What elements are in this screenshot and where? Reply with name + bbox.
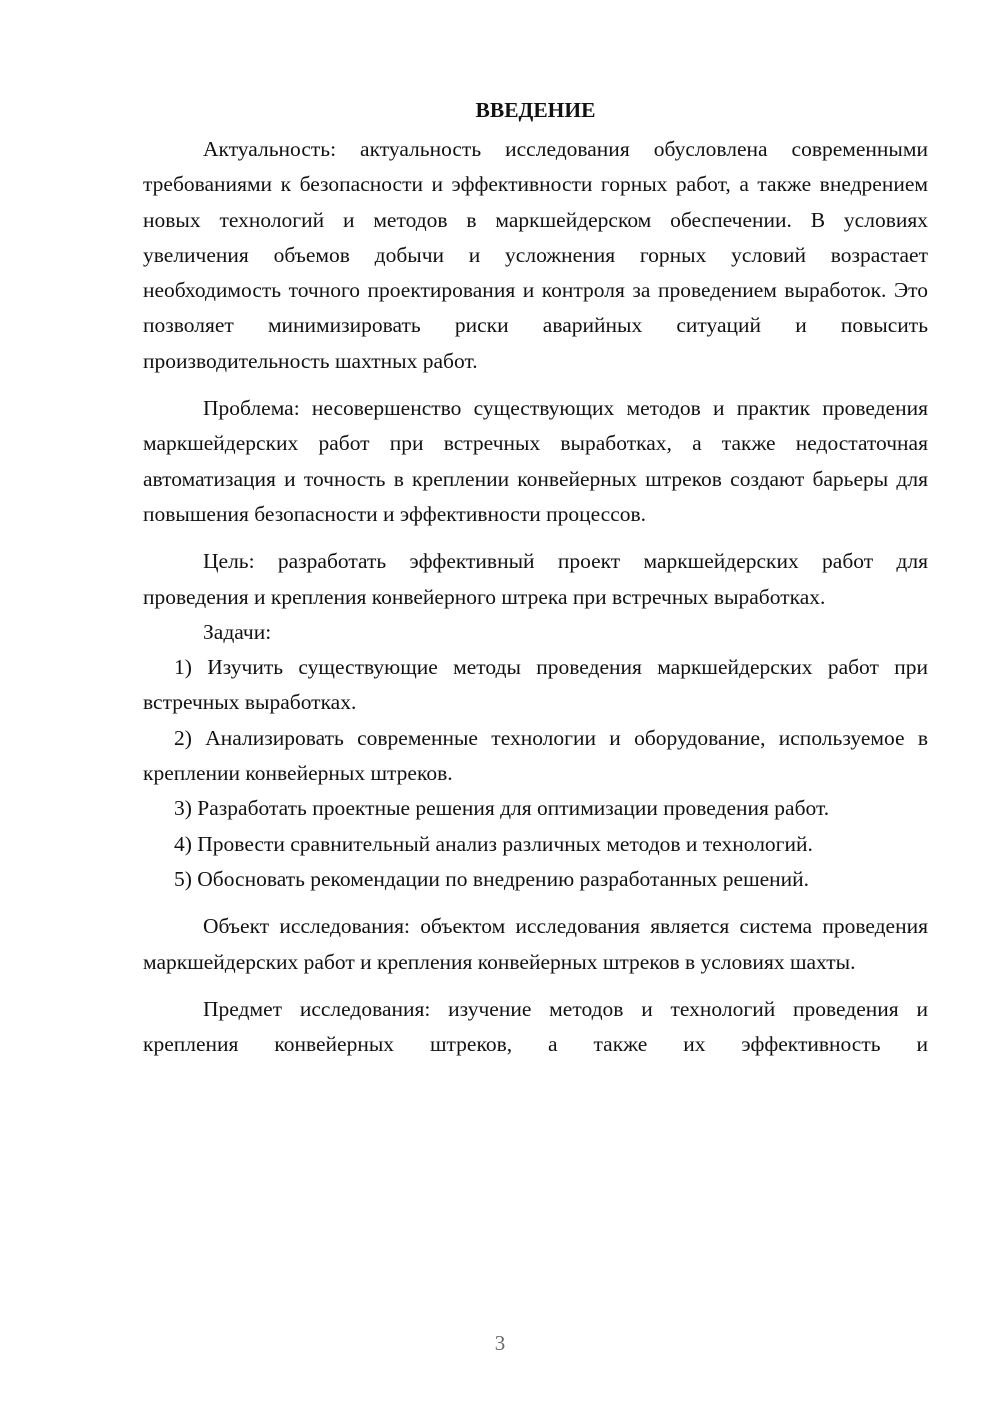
paragraph-goal: Цель: разработать эффективный проект маркшейдерских работ для проведения и крепления конвейерного штрека при встречных выработках. [143, 549, 928, 609]
task-item-5: 5) Обосновать рекомендации по внедрению разработанных решений. [174, 866, 810, 891]
task-item-3: 3) Разработать проектные решения для оптимизации проведения работ. [174, 796, 830, 821]
page-number: 3 [494, 1331, 506, 1355]
paragraph-relevance: Актуальность: актуальность исследования обусловлена современными требованиями к безопасности и эффективности горных работ, а также внедрением новых технологий и методов в маркшейдерском обеспечении. В условиях увеличения объемов добычи и усложнения горных условий возрастает необходимость точного проектирования и контроля за проведением выработок. Это позволяет минимизировать риски аварийных ситуаций и повысить производительность шахтных работ. [143, 137, 928, 373]
document-body [143, 94, 928, 1062]
task-item-4: 4) Провести сравнительный анализ различных методов и технологий. [174, 831, 813, 856]
paragraph-problem: Проблема: несовершенство существующих методов и практик проведения маркшейдерских работ при встречных выработках, а также недостаточная автоматизация и точность в креплении конвейерных штреков создают барьеры для повышения безопасности и эффективности процессов. [143, 396, 928, 526]
tasks-label: Задачи: [203, 619, 272, 644]
paragraph-subject: Предмет исследования: изучение методов и технологий проведения и крепления конвейерных штреков, а также их эффективность и [143, 996, 928, 1057]
task-item-1: 1) Изучить существующие методы проведения маркшейдерских работ при встречных выработках. [143, 655, 928, 715]
paragraph-object: Объект исследования: объектом исследования является система проведения маркшейдерских работ и крепления конвейерных штреков в условиях шахты. [143, 914, 928, 974]
section-title: ВВЕДЕНИЕ [475, 98, 596, 122]
task-item-2: 2) Анализировать современные технологии и оборудование, используемое в креплении конвейерных штреков. [143, 725, 928, 786]
